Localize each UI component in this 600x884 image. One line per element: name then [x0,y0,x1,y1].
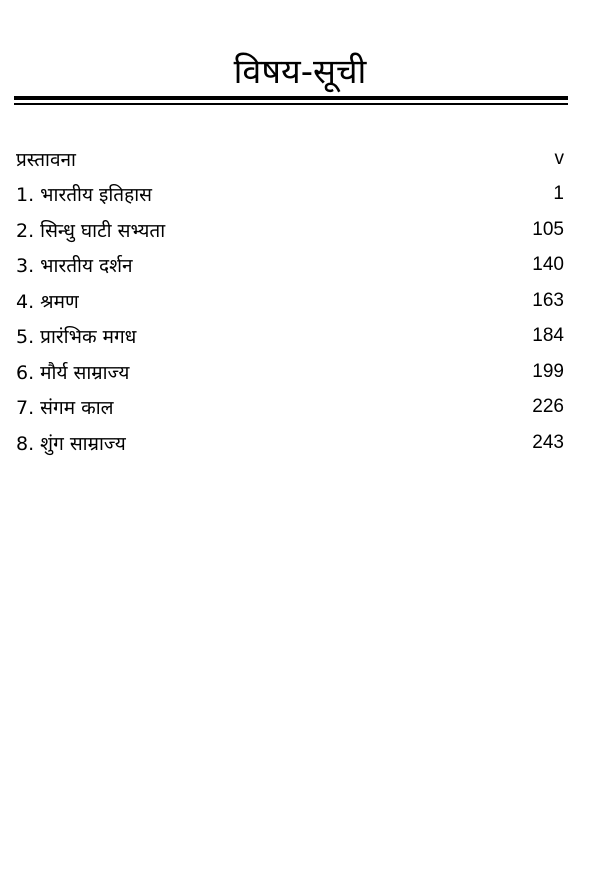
toc-entry[interactable] [16,212,564,248]
toc-entry-label: 7. संगम काल [16,397,114,420]
toc-entry[interactable] [16,390,564,426]
toc-entry-page: 163 [532,289,564,311]
toc-entry[interactable] [16,319,564,355]
toc-entry-label: 8. शुंग साम्राज्य [16,432,126,455]
toc-entry[interactable] [16,283,564,319]
toc-entry-page: 105 [532,218,564,240]
toc-entry[interactable] [16,425,564,461]
title-divider [14,96,568,106]
page-title: विषय-सूची [233,52,367,92]
toc-entry-label: प्रस्तावना [16,148,76,171]
toc-entry[interactable] [16,141,564,177]
toc-entry-page: 140 [532,254,564,276]
divider-thin-line [14,103,568,105]
toc-entry-label: 6. मौर्य साम्राज्य [16,361,130,384]
toc-entry-label: 3. भारतीय दर्शन [16,255,133,278]
toc-entry-page: 243 [532,431,564,453]
toc-entry-label: 1. भारतीय इतिहास [16,184,152,207]
divider-thick-line [14,96,568,100]
toc-entry-label: 2. सिन्धु घाटी सभ्यता [16,219,166,242]
toc-entry[interactable] [16,248,564,284]
toc-entry-page: 226 [532,396,564,418]
toc-entry-label: 4. श्रमण [16,290,79,313]
toc-entry[interactable] [16,177,564,213]
toc-entry-page: v [554,147,564,169]
toc-entry-page: 184 [532,325,564,347]
toc-entry-label: 5. प्रारंभिक मगध [16,326,137,349]
toc-entry[interactable] [16,354,564,390]
toc-entry-page: 199 [532,360,564,382]
table-of-contents [16,141,564,461]
toc-entry-page: 1 [553,183,564,205]
